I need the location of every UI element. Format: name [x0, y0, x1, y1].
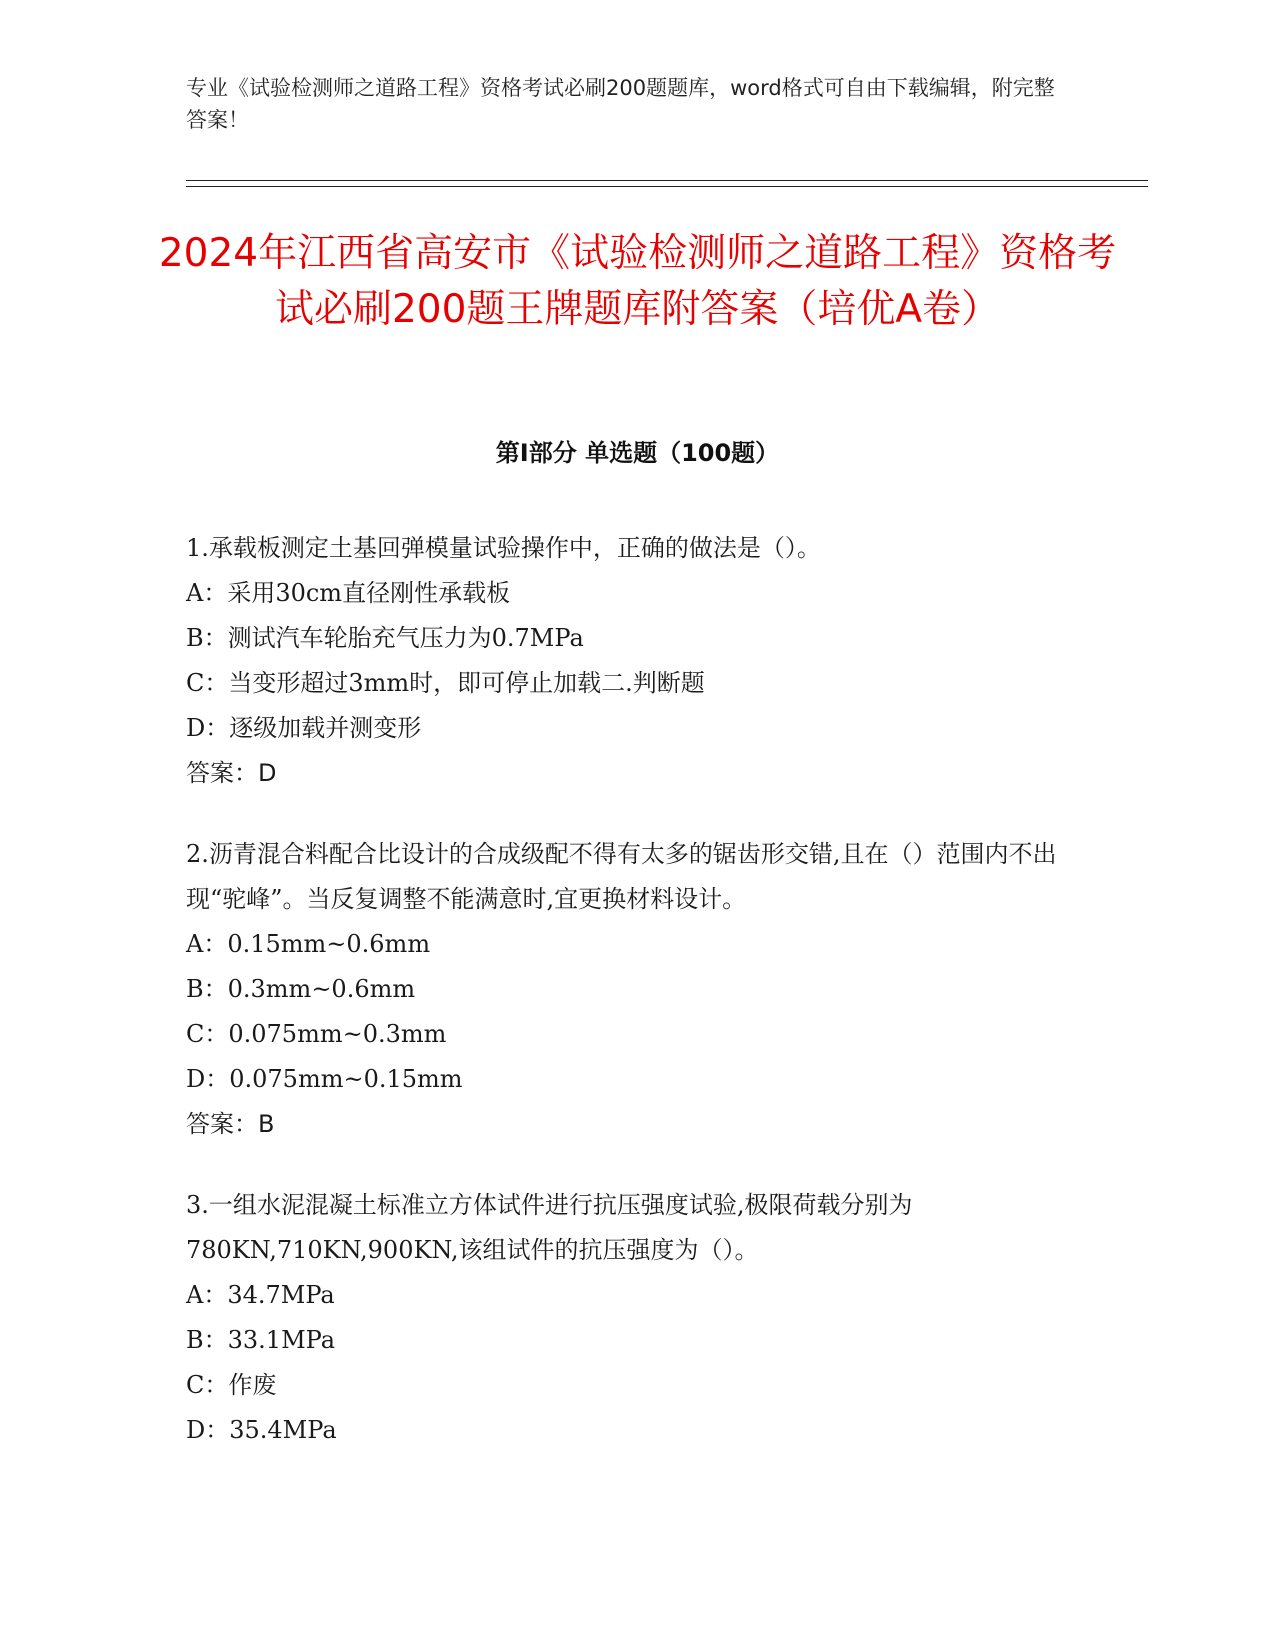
option-a: A：采用30cm直径刚性承载板 — [186, 579, 511, 607]
question-stem: 1.承载板测定土基回弹模量试验操作中，正确的做法是（）。 — [186, 534, 821, 562]
option-b: B：0.3mm~0.6mm — [186, 975, 416, 1003]
header-divider-top — [186, 180, 1148, 181]
answer: 答案：B — [186, 1110, 275, 1138]
option-d: D：0.075mm~0.15mm — [186, 1065, 463, 1093]
option-a: A：0.15mm~0.6mm — [186, 930, 431, 958]
option-d: D：35.4MPa — [186, 1416, 337, 1444]
header-note: 专业《试验检测师之道路工程》资格考试必刷200题题库，word格式可自由下载编辑，附完整答案！ — [186, 76, 1055, 132]
question-stem: 2.沥青混合料配合比设计的合成级配不得有太多的锯齿形交错,且在（）范围内不出现“驼峰”。当反复调整不能满意时,宜更换材料设计。 — [186, 840, 1057, 913]
question-2 — [186, 832, 1086, 1147]
section-title: 第Ⅰ部分 单选题（100题） — [495, 439, 780, 467]
option-c: C：0.075mm~0.3mm — [186, 1020, 447, 1048]
option-a: A：34.7MPa — [186, 1281, 335, 1309]
option-b: B：33.1MPa — [186, 1326, 336, 1354]
answer: 答案：D — [186, 759, 277, 787]
question-3 — [186, 1183, 1086, 1453]
option-b: B：测试汽车轮胎充气压力为0.7MPa — [186, 624, 584, 652]
option-c: C：当变形超过3mm时，即可停止加载二.判断题 — [186, 669, 705, 697]
header-divider-bottom — [186, 186, 1148, 187]
document-title: 2024年江西省高安市《试验检测师之道路工程》资格考试必刷200题王牌题库附答案（培优A卷） — [158, 231, 1117, 332]
question-list — [186, 526, 1086, 1489]
option-d: D：逐级加载并测变形 — [186, 714, 422, 742]
question-stem: 3.一组水泥混凝土标准立方体试件进行抗压强度试验,极限荷载分别为780KN,710KN,900KN,该组试件的抗压强度为（）。 — [186, 1191, 913, 1264]
option-c: C：作废 — [186, 1371, 277, 1399]
question-1 — [186, 526, 1086, 796]
